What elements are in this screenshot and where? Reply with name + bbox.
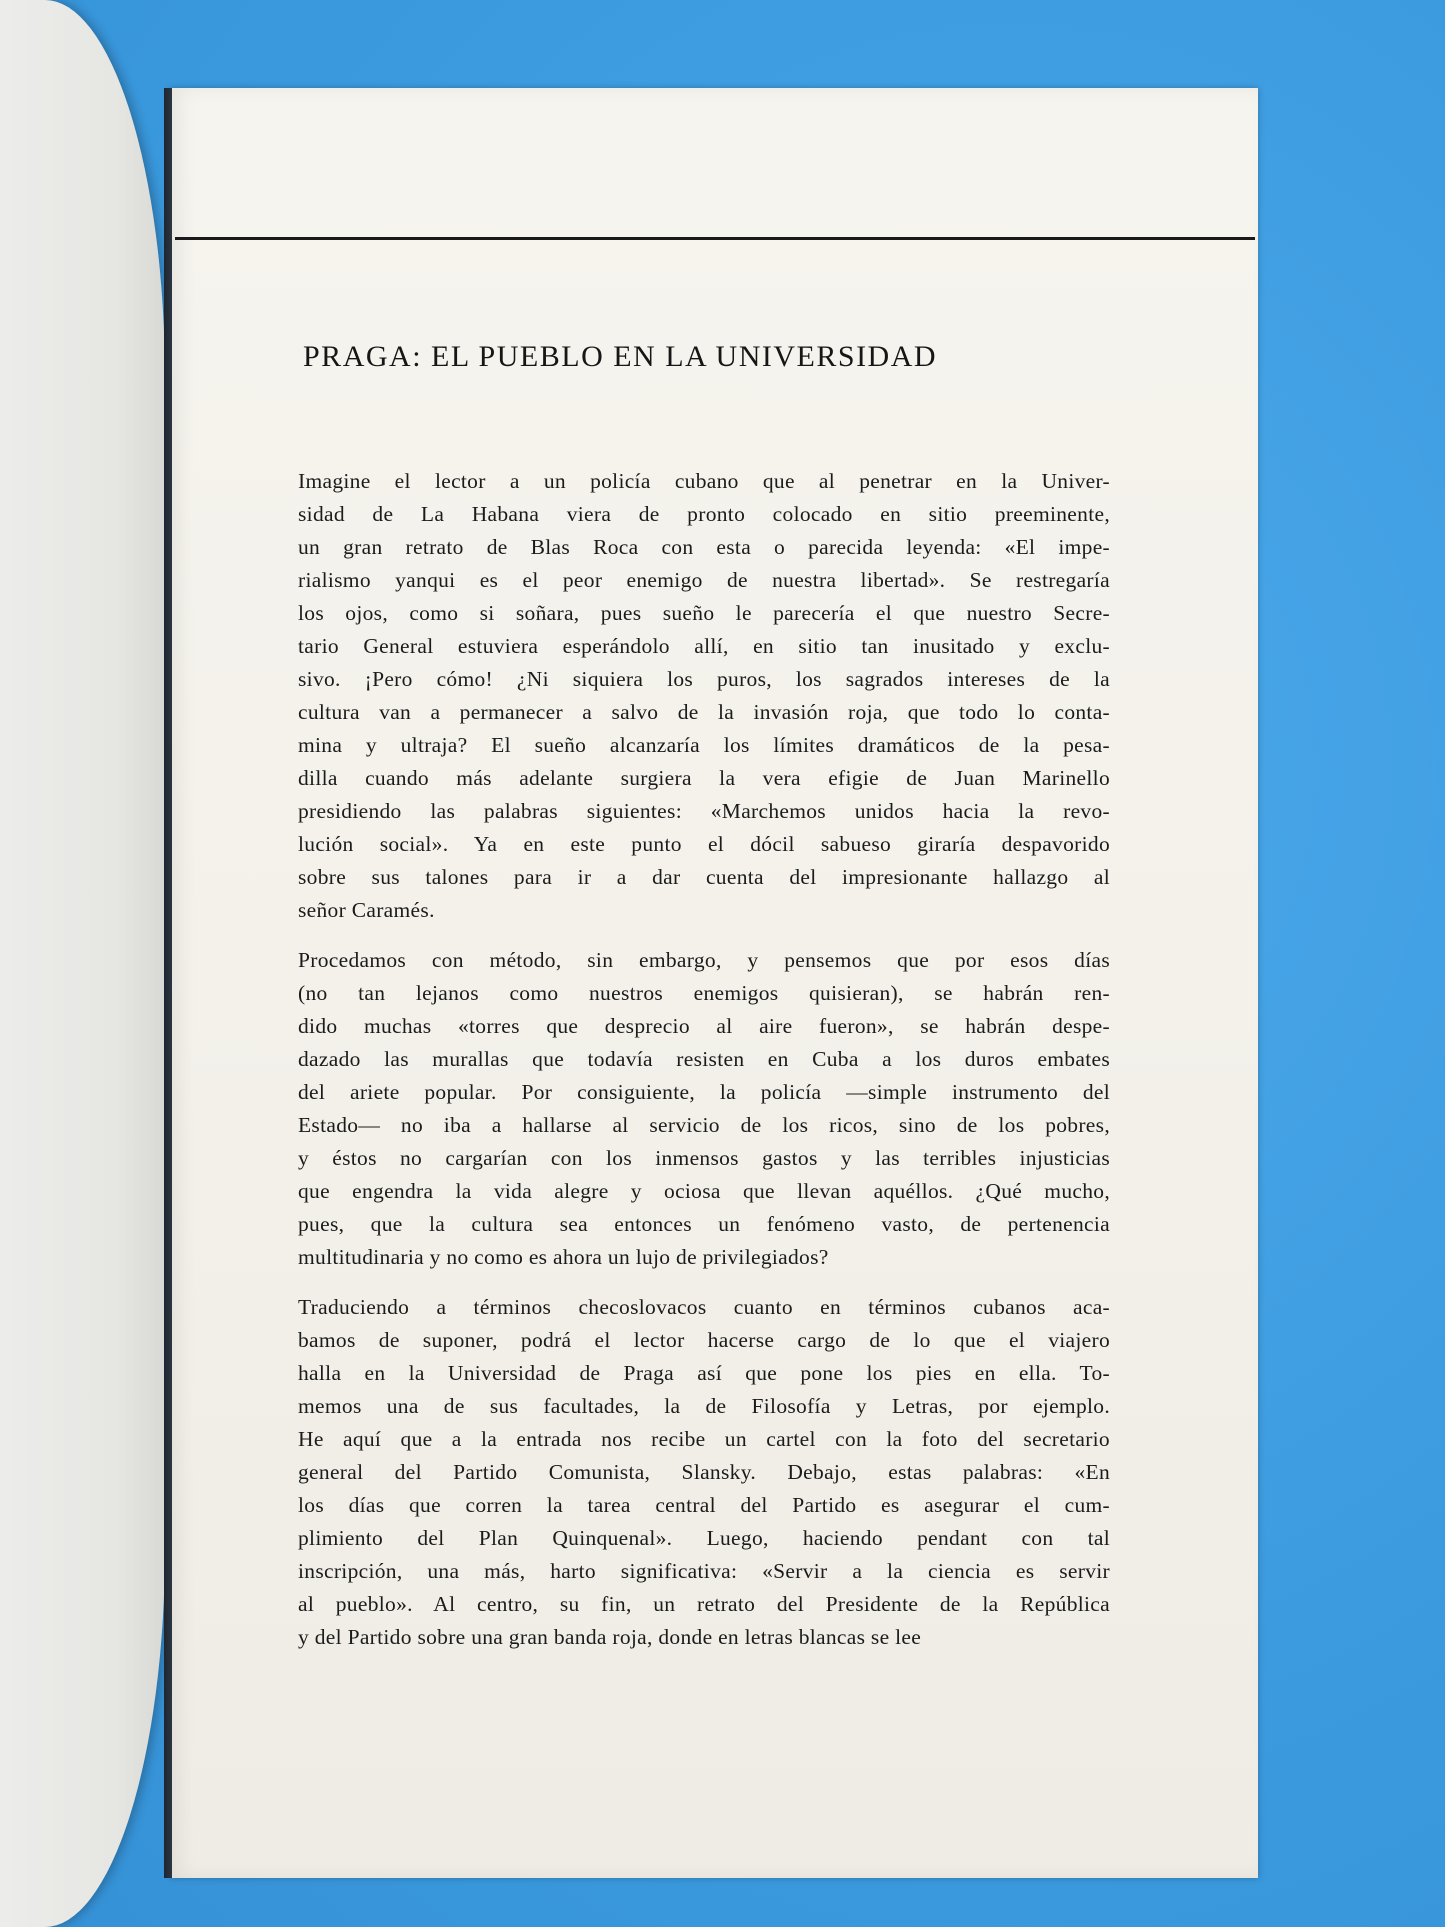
text-line: sivo. ¡Pero cómo! ¿Ni siquiera los puros, los sagrados intereses de la — [298, 667, 1110, 691]
text-line: rialismo yanqui es el peor enemigo de nuestra libertad». Se restregaría — [298, 568, 1110, 592]
text-line: los días que corren la tarea central del Partido es asegurar el cum- — [298, 1493, 1110, 1517]
text-line: los ojos, como si soñara, pues sueño le parecería el que nuestro Secre- — [298, 601, 1110, 625]
text-line: sidad de La Habana viera de pronto colocado en sitio preeminente, — [298, 502, 1110, 526]
text-line: bamos de suponer, podrá el lector hacerse cargo de lo que el viajero — [298, 1328, 1110, 1352]
text-line: Procedamos con método, sin embargo, y pensemos que por esos días — [298, 948, 1110, 972]
text-line: pues, que la cultura sea entonces un fenómeno vasto, de pertenencia — [298, 1212, 1110, 1236]
paragraph-3 — [298, 1291, 1110, 1654]
text-line: y del Partido sobre una gran banda roja, donde en letras blancas se lee — [298, 1625, 922, 1649]
text-line: memos una de sus facultades, la de Filosofía y Letras, por ejemplo. — [298, 1394, 1110, 1418]
text-line: inscripción, una más, harto significativa: «Servir a la ciencia es servir — [298, 1559, 1110, 1583]
text-line: dilla cuando más adelante surgiera la vera efigie de Juan Marinello — [298, 766, 1110, 790]
text-line: general del Partido Comunista, Slansky. Debajo, estas palabras: «En — [298, 1460, 1110, 1484]
header-rule — [175, 237, 1255, 240]
text-line: halla en la Universidad de Praga así que pone los pies en ella. To- — [298, 1361, 1110, 1385]
text-line: mina y ultraja? El sueño alcanzaría los límites dramáticos de la pesa- — [298, 733, 1110, 757]
text-line: (no tan lejanos como nuestros enemigos quisieran), se habrán ren- — [298, 981, 1110, 1005]
text-line: un gran retrato de Blas Roca con esta o parecida leyenda: «El impe- — [298, 535, 1110, 559]
text-line: Traduciendo a términos checoslovacos cuanto en términos cubanos aca- — [298, 1295, 1110, 1319]
text-line: que engendra la vida alegre y ociosa que llevan aquéllos. ¿Qué mucho, — [298, 1179, 1110, 1203]
text-line: cultura van a permanecer a salvo de la invasión roja, que todo lo conta- — [298, 700, 1110, 724]
text-line: dido muchas «torres que desprecio al aire fueron», se habrán despe- — [298, 1014, 1110, 1038]
text-line: al pueblo». Al centro, su fin, un retrato del Presidente de la República — [298, 1592, 1110, 1616]
paragraph-2 — [298, 944, 1110, 1274]
text-line: Imagine el lector a un policía cubano que al penetrar en la Univer- — [298, 469, 1110, 493]
chapter-title: PRAGA: EL PUEBLO EN LA UNIVERSIDAD — [303, 340, 938, 373]
text-line: del ariete popular. Por consiguiente, la policía —simple instrumento del — [298, 1080, 1110, 1104]
text-line: Estado— no iba a hallarse al servicio de los ricos, sino de los pobres, — [298, 1113, 1110, 1137]
text-line: lución social». Ya en este punto el dócil sabueso giraría despavorido — [298, 832, 1110, 856]
text-line: y éstos no cargarían con los inmensos gastos y las terribles injusticias — [298, 1146, 1110, 1170]
book-spine — [164, 88, 172, 1878]
text-line: señor Caramés. — [298, 898, 435, 922]
text-line: plimiento del Plan Quinquenal». Luego, haciendo pendant con tal — [298, 1526, 1110, 1550]
text-line: dazado las murallas que todavía resisten en Cuba a los duros embates — [298, 1047, 1110, 1071]
body-text — [298, 465, 1110, 1671]
left-page-edge — [0, 0, 165, 1927]
paragraph-1 — [298, 465, 1110, 927]
text-line: tario General estuviera esperándolo allí, en sitio tan inusitado y exclu- — [298, 634, 1110, 658]
text-line: He aquí que a la entrada nos recibe un cartel con la foto del secretario — [298, 1427, 1110, 1451]
text-line: presidiendo las palabras siguientes: «Marchemos unidos hacia la revo- — [298, 799, 1110, 823]
text-line: sobre sus talones para ir a dar cuenta del impresionante hallazgo al — [298, 865, 1110, 889]
text-line: multitudinaria y no como es ahora un lujo de privilegiados? — [298, 1245, 829, 1269]
